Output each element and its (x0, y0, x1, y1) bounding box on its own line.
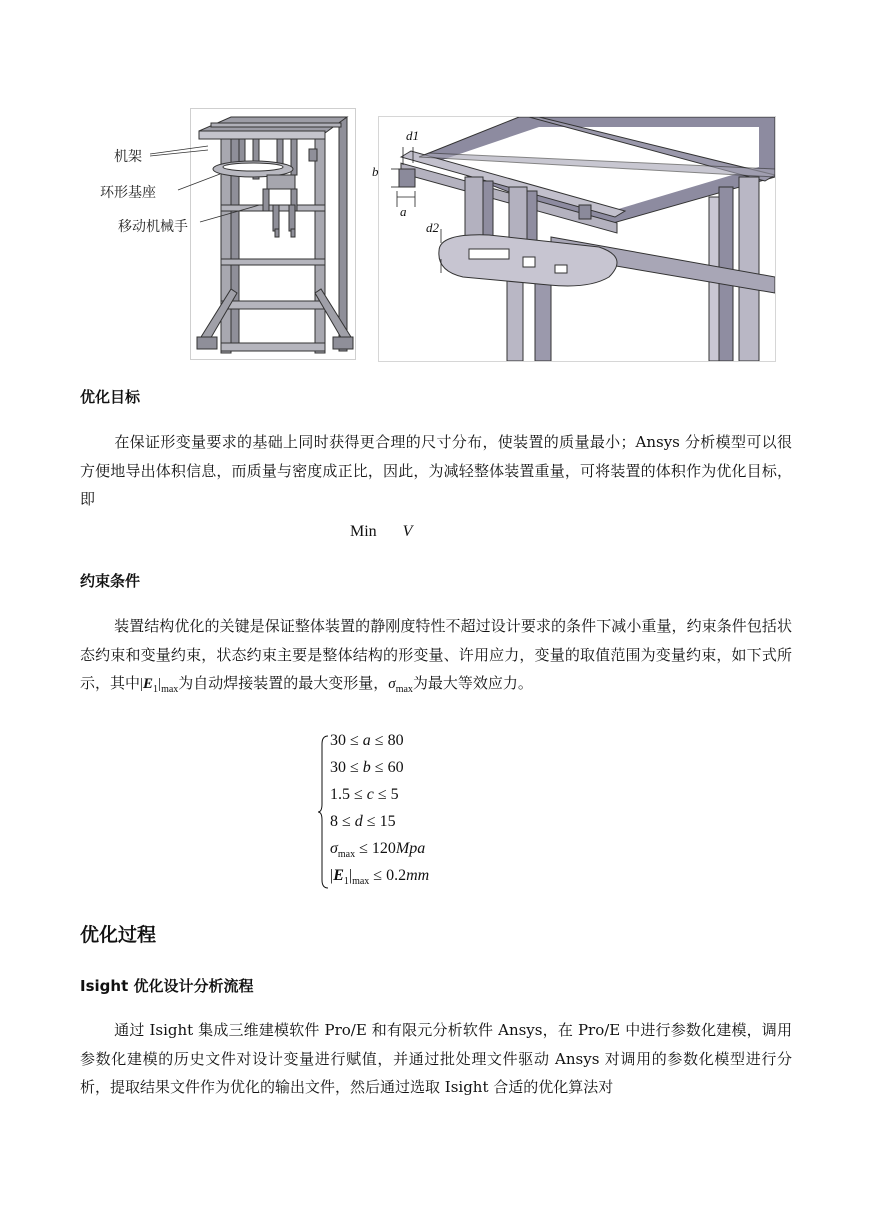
eq-volume: V (402, 523, 413, 540)
left-brace (318, 734, 330, 890)
dim-d2: d2 (426, 220, 439, 235)
objective-equation (350, 523, 412, 541)
norm-symbol: $|E_1|_{max}$ (140, 676, 179, 695)
dim-d1: d1 (406, 128, 419, 143)
label-manipulator: 移动机械手 (118, 219, 188, 235)
eq-min: Min (350, 523, 377, 540)
dim-a: a (400, 204, 407, 219)
paragraph-objective (80, 428, 792, 514)
constraints-text-1: 装置结构优化的关键是保证整体装置的静刚度特性不超过设计要求的条件下减小重量，约束条件包括状态约束和变量约束，状态约束主要是整体结构的形变量、许用应力，变量的取值范围为变量约束，如下式所示，其中 (80, 617, 792, 692)
label-frame: 机架 (114, 149, 142, 165)
frame-detail-figure (378, 116, 776, 362)
constraint-stress: $\sigma_{max} \le 120Mpa$ (330, 840, 426, 861)
process-text: 通过 Isight 集成三维建模软件 Pro/E 和有限元分析软件 Ansys，在 Pro/E 中进行参数化建模，调用参数化建模的历史文件对设计变量进行赋值，并通过批处理文件驱动 Ansys 对调用的参数化模型进行分析，提取结果文件作为优化的输出文件，然后通过选取 Isight 合适的优化算法对 (80, 1021, 792, 1096)
constraint-system (318, 732, 478, 892)
sigma-symbol: $\sigma_{max}$ (388, 676, 413, 695)
heading-process: 优化过程 (80, 924, 157, 946)
constraint-d: 8 ≤ d ≤ 15 (330, 813, 396, 830)
subheading-isight-flow: Isight 优化设计分析流程 (80, 977, 254, 995)
label-ring-base: 环形基座 (100, 185, 156, 201)
detail-drawing (379, 117, 775, 361)
constraint-c: 1.5 ≤ c ≤ 5 (330, 786, 399, 803)
paragraph-constraints (80, 612, 792, 705)
paragraph-process (80, 1016, 792, 1102)
constraint-b: 30 ≤ b ≤ 60 (330, 759, 404, 776)
constraint-deformation: $|E_1|_{max} \le 0.2mm$ (330, 867, 430, 888)
objective-text: 在保证形变量要求的基础上同时获得更合理的尺寸分布，使装置的质量最小；Ansys 分析模型可以很方便地导出体积信息，而质量与密度成正比，因此，为减轻整体装置重量，可将装置的体积作为优化目标，即 (80, 433, 792, 508)
heading-objective: 优化目标 (80, 388, 141, 406)
heading-constraints: 约束条件 (80, 572, 141, 590)
constraints-text-3: 为最大等效应力。 (412, 674, 533, 692)
dim-b: b (372, 164, 379, 179)
constraints-text-2: 为自动焊接装置的最大变形量， (178, 674, 389, 692)
constraint-a: 30 ≤ a ≤ 80 (330, 732, 404, 749)
